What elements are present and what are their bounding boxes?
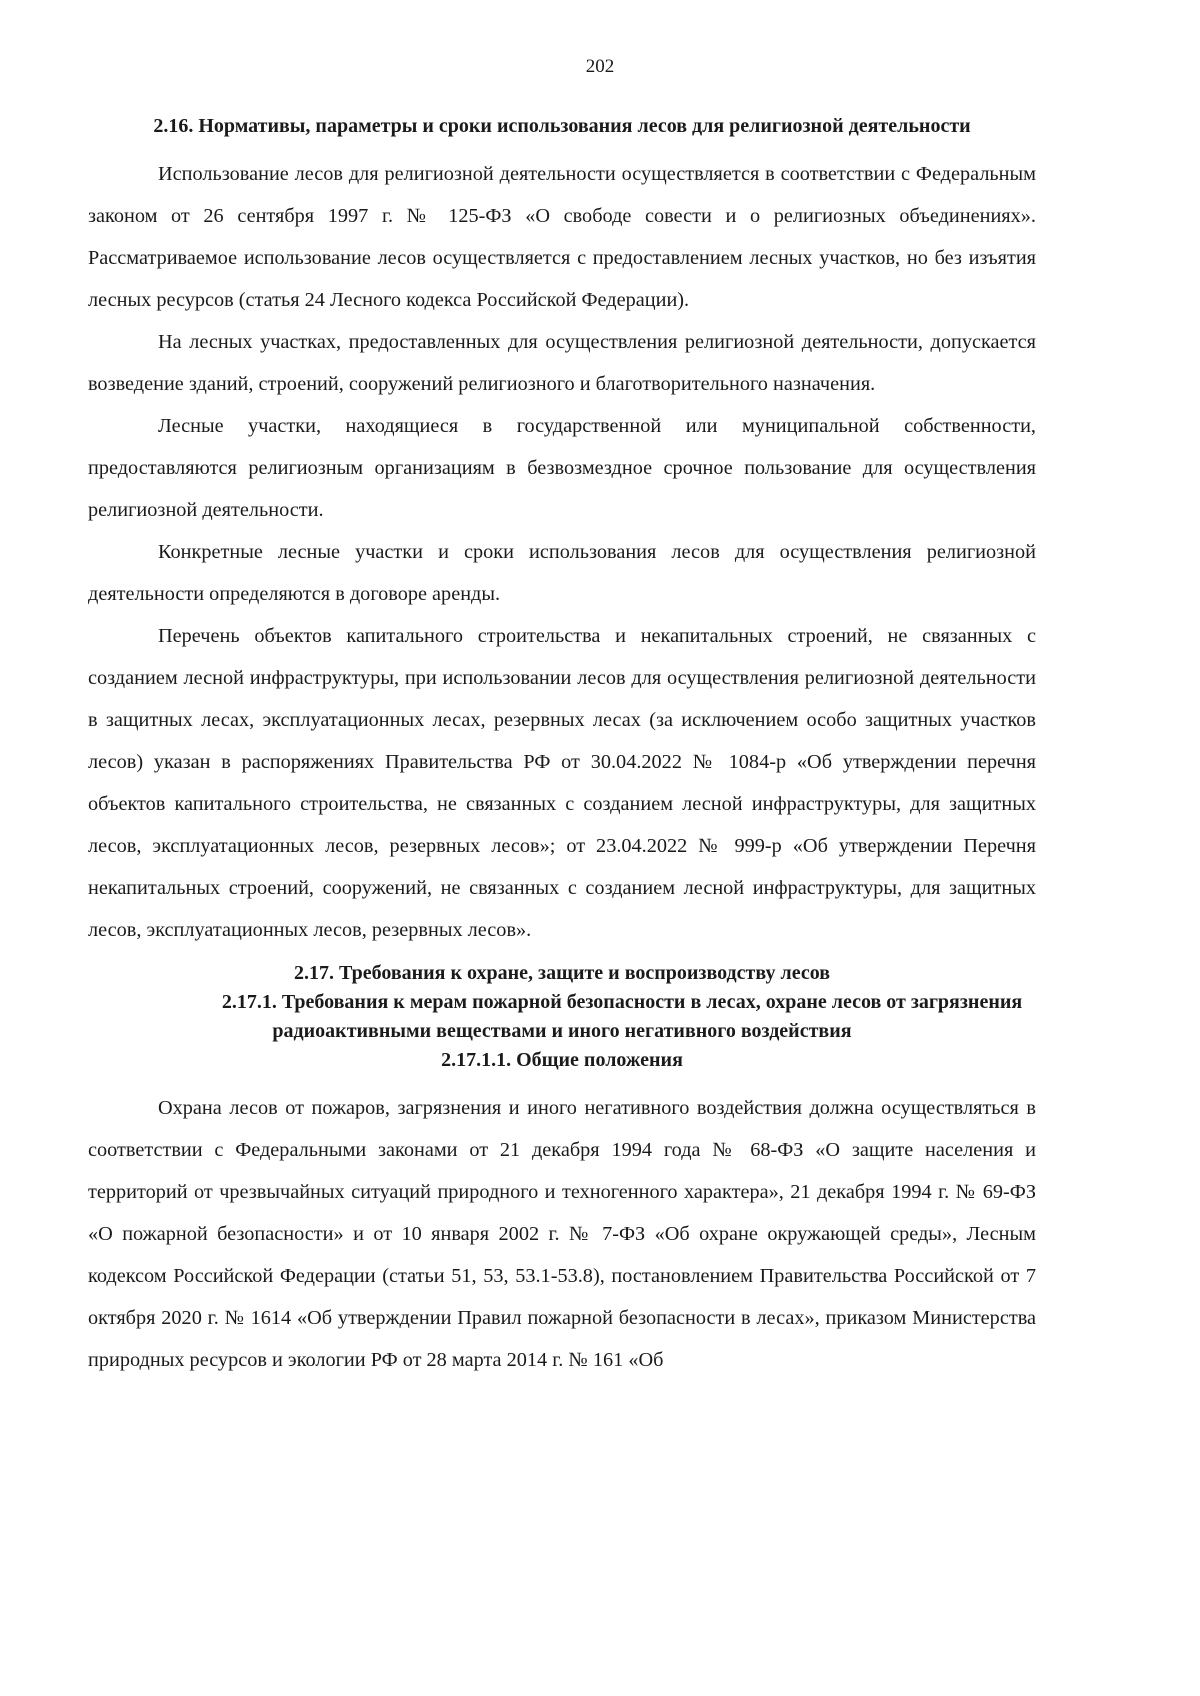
paragraph: Конкретные лесные участки и сроки использования лесов для осуществления религиозной деятельности определяются в договоре аренды. <box>88 541 1036 605</box>
section-heading-2-16: 2.16. Нормативы, параметры и сроки использования лесов для религиозной деятельности <box>153 115 971 137</box>
paragraph: Лесные участки, находящиеся в государственной или муниципальной собственности, предоставляются религиозным организациям в безвозмездное срочное пользование для осуществления религиозной деятельности. <box>88 415 1036 521</box>
page-content <box>88 112 1036 1381</box>
section-2-17-body <box>88 1087 1036 1381</box>
section-2-16-body <box>88 153 1036 951</box>
subsection-heading-2-17-1-1: 2.17.1.1. Общие положения <box>441 1049 683 1071</box>
subsection-heading-2-17-1: 2.17.1. Требования к мерам пожарной безопасности в лесах, охране лесов от загрязнения радиоактивными веществами и иного негативного воздействия <box>221 991 1023 1042</box>
section-2-17-headings <box>88 959 1036 1075</box>
page-number: 202 <box>585 56 615 77</box>
paragraph: Охрана лесов от пожаров, загрязнения и иного негативного воздействия должна осуществляться в соответствии с Федеральными законами от 21 декабря 1994 года № 68-ФЗ «О защите населения и территорий от чрезвычайных ситуаций природного и техногенного характера», 21 декабря 1994 г. № 69-ФЗ «О пожарной безопасности» и от 10 января 2002 г. № 7-ФЗ «Об охране окружающей среды», Лесным кодексом Российской Федерации (статьи 51, 53, 53.1-53.8), постановлением Правительства Российской от 7 октября 2020 г. № 1614 «Об утверждении Правил пожарной безопасности в лесах», приказом Министерства природных ресурсов и экологии РФ от 28 марта 2014 г. № 161 «Об <box>88 1097 1036 1371</box>
paragraph: Использование лесов для религиозной деятельности осуществляется в соответствии с Федеральным законом от 26 сентября 1997 г. № 125-ФЗ «О свободе совести и о религиозных объединениях». Рассматриваемое использование лесов осуществляется с предоставлением лесных участков, но без изъятия лесных ресурсов (статья 24 Лесного кодекса Российской Федерации). <box>88 163 1036 311</box>
paragraph: На лесных участках, предоставленных для осуществления религиозной деятельности, допускается возведение зданий, строений, сооружений религиозного и благотворительного назначения. <box>88 331 1036 395</box>
paragraph: Перечень объектов капитального строительства и некапитальных строений, не связанных с созданием лесной инфраструктуры, при использовании лесов для осуществления религиозной деятельности в защитных лесах, эксплуатационных лесах, резервных лесах (за исключением особо защитных участков лесов) указан в распоряжениях Правительства РФ от 30.04.2022 № 1084-р «Об утверждении перечня объектов капитального строительства, не связанных с созданием лесной инфраструктуры, для защитных лесов, эксплуатационных лесов, резервных лесов»; от 23.04.2022 № 999-р «Об утверждении Перечня некапитальных строений, сооружений, не связанных с созданием лесной инфраструктуры, для защитных лесов, эксплуатационных лесов, резервных лесов». <box>88 625 1036 941</box>
section-heading-2-17: 2.17. Требования к охране, защите и воспроизводству лесов <box>294 962 830 984</box>
